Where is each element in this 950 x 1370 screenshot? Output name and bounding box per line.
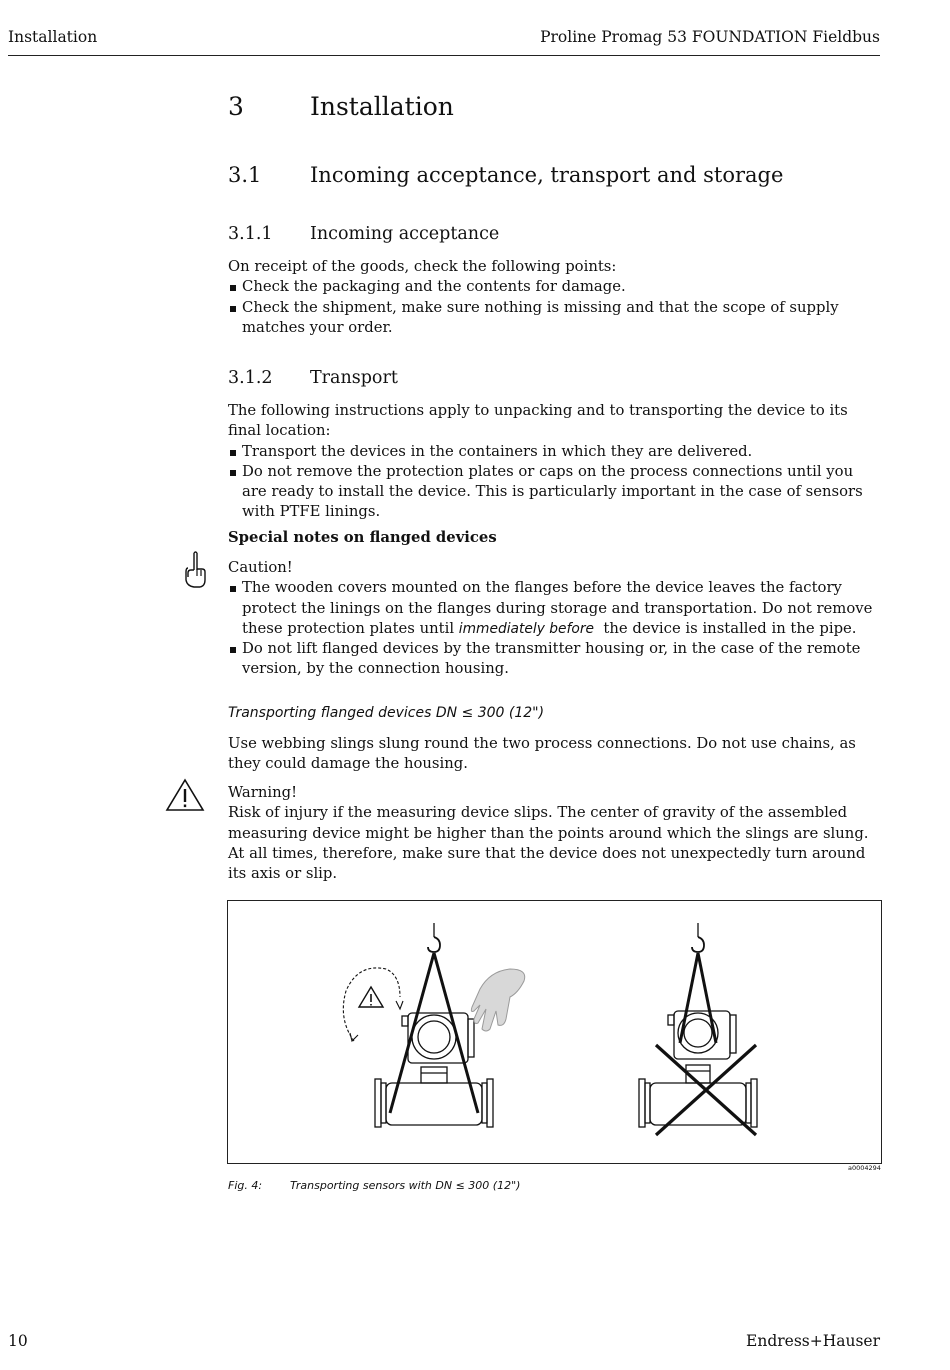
subsection-number: 3.1.1 [228, 224, 273, 244]
warning-text: Risk of injury if the measuring device slips. The center of gravity of the assembled measuring device might be higher than the points around which the slings are slung. [228, 804, 869, 842]
list-item: Transport the devices in the containers in which they are delivered. [228, 442, 882, 462]
subsection-number: 3.1.2 [228, 368, 273, 388]
subsection-heading-transport [228, 368, 398, 388]
emphasis-text: immediately before [458, 620, 594, 637]
pointing-hand-icon [180, 550, 210, 590]
page-number: 10 [8, 1332, 28, 1350]
warning-block [228, 783, 882, 884]
footer-brand: Endress+Hauser [746, 1332, 880, 1350]
transport-intro: The following instructions apply to unpacking and to transporting the device to its final location: [228, 402, 848, 440]
figure-caption [228, 1179, 520, 1192]
list-item: Do not lift flanged devices by the transmitter housing or, in the case of the remote version, by the connection housing. [228, 639, 882, 680]
correct-lifting-illustration [375, 923, 493, 1127]
header-rule [8, 55, 880, 56]
caution-label: Caution! [228, 559, 293, 576]
warning-triangle-icon [165, 778, 205, 812]
hand-illustration [471, 969, 524, 1031]
figure-caption-text: Transporting sensors with DN ≤ 300 (12") [290, 1179, 521, 1192]
chapter-number: 3 [228, 92, 244, 121]
list-item [228, 578, 882, 639]
list-item: Check the shipment, make sure nothing is missing and that the scope of supply matches your order. [228, 298, 882, 339]
warning-text: At all times, therefore, make sure that the device does not unexpectedly turn around its axis or slip. [228, 844, 866, 883]
list-item: Check the packaging and the contents for damage. [228, 277, 882, 297]
caution-bullet-list [228, 578, 882, 679]
header-document-title: Proline Promag 53 FOUNDATION Fieldbus [540, 28, 880, 46]
chapter-heading [228, 92, 454, 121]
list-item: Do not remove the protection plates or caps on the process connections until you are ready to install the device. This is particularly important in the case of sensors with PTFE linings. [228, 462, 882, 523]
small-devices-text: Use webbing slings slung round the two process connections. Do not use chains, as they could damage the housing. [228, 735, 856, 773]
figure-number: Fig. 4: [228, 1179, 263, 1192]
incoming-body [228, 257, 882, 338]
transport-body [228, 401, 882, 523]
incoming-intro: On receipt of the goods, check the following points: [228, 258, 617, 275]
transport-illustration [228, 901, 881, 1163]
transport-bullet-list [228, 442, 882, 523]
caution-block [228, 558, 882, 680]
section-title: Incoming acceptance, transport and storage [310, 163, 784, 187]
figure-illustration [227, 900, 882, 1164]
incoming-bullet-list [228, 277, 882, 338]
small-devices-heading: Transporting flanged devices DN ≤ 300 (12") [228, 705, 545, 721]
figure-code: a0004294 [848, 1164, 881, 1172]
section-heading [228, 163, 783, 187]
section-number: 3.1 [228, 163, 262, 187]
tilt-warning-indicator [343, 968, 403, 1041]
subsection-heading-incoming [228, 224, 499, 244]
flanged-notes-heading: Special notes on flanged devices [228, 529, 497, 546]
caution-text: The wooden covers mounted on the flanges before the device leaves the factory protect the linings on the flanges during storage and transportation. Do not remove these protection plates until [242, 579, 873, 637]
subsection-title: Transport [310, 368, 398, 388]
subsection-title: Incoming acceptance [310, 224, 500, 244]
warning-label: Warning! [228, 784, 298, 801]
header-section-title: Installation [8, 28, 98, 46]
caution-text: the device is installed in the pipe. [594, 619, 857, 637]
chapter-title: Installation [310, 92, 454, 121]
